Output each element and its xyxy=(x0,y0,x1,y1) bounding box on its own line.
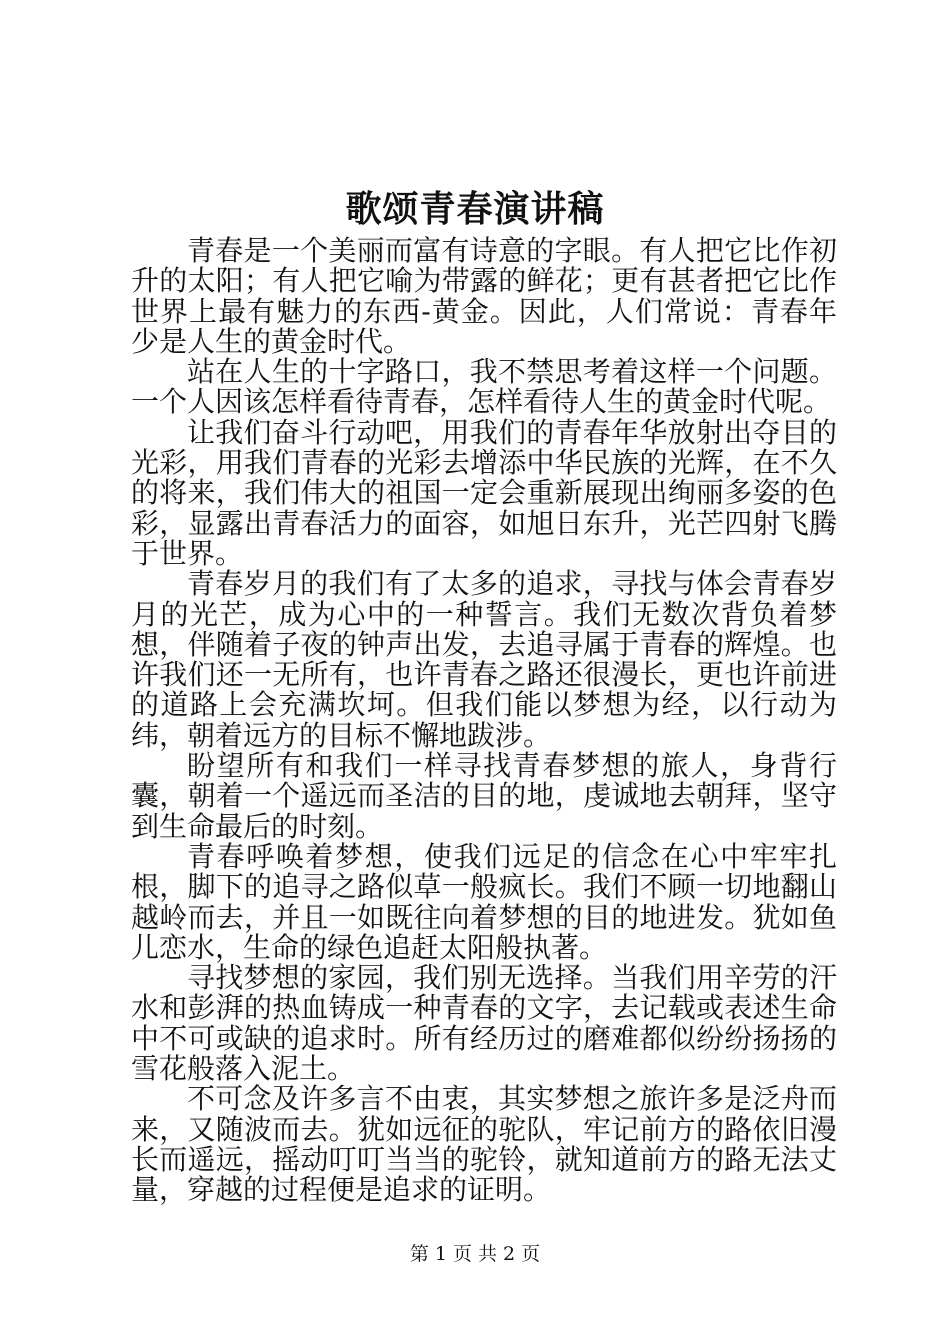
paragraph-2: 站在人生的十字路口，我不禁思考着这样一个问题。一个人因该怎样看待青春，怎样看待人生的黄金时代呢。 xyxy=(131,355,837,419)
paragraph-4: 青春岁月的我们有了太多的追求，寻找与体会青春岁月的光芒，成为心中的一种誓言。我们无数次背负着梦想，伴随着子夜的钟声出发，去追寻属于青春的辉煌。也许我们还一无所有，也许青春之路还很漫长，更也许前进的道路上会充满坎坷。但我们能以梦想为经，以行动为纬，朝着远方的目标不懈地跋涉。 xyxy=(131,567,837,752)
page-footer: 第 1 页 共 2 页 xyxy=(409,1243,541,1265)
document-body xyxy=(131,236,837,1206)
paragraph-8: 不可念及许多言不由衷，其实梦想之旅许多是泛舟而来，又随波而去。犹如远征的驼队，牢记前方的路依旧漫长而遥远，摇动叮叮当当的驼铃，就知道前方的路无法丈量，穿越的过程便是追求的证明。 xyxy=(131,1082,837,1207)
paragraph-6: 青春呼唤着梦想，使我们远足的信念在心中牢牢扎根，脚下的追寻之路似草一般疯长。我们不顾一切地翻山越岭而去，并且一如既往向着梦想的目的地进发。犹如鱼儿恋水，生命的绿色追赶太阳般执著。 xyxy=(131,839,837,964)
paragraph-7: 寻找梦想的家园，我们别无选择。当我们用辛劳的汗水和彭湃的热血铸成一种青春的文字，去记载或表述生命中不可或缺的追求时。所有经历过的磨难都似纷纷扬扬的雪花般落入泥土。 xyxy=(131,961,837,1086)
paragraph-3: 让我们奋斗行动吧，用我们的青春年华放射出夺目的光彩，用我们青春的光彩去增添中华民族的光辉，在不久的将来，我们伟大的祖国一定会重新展现出绚丽多姿的色彩，显露出青春活力的面容，如旭日东升，光芒四射飞腾于世界。 xyxy=(131,415,837,570)
paragraph-1: 青春是一个美丽而富有诗意的字眼。有人把它比作初升的太阳；有人把它喻为带露的鲜花；更有甚者把它比作世界上最有魅力的东西-黄金。因此，人们常说：青春年少是人生的黄金时代。 xyxy=(131,234,837,358)
paragraph-5: 盼望所有和我们一样寻找青春梦想的旅人，身背行囊，朝着一个遥远而圣洁的目的地，虔诚地去朝拜，坚守到生命最后的时刻。 xyxy=(131,749,837,843)
document-title: 歌颂青春演讲稿 xyxy=(345,188,605,230)
